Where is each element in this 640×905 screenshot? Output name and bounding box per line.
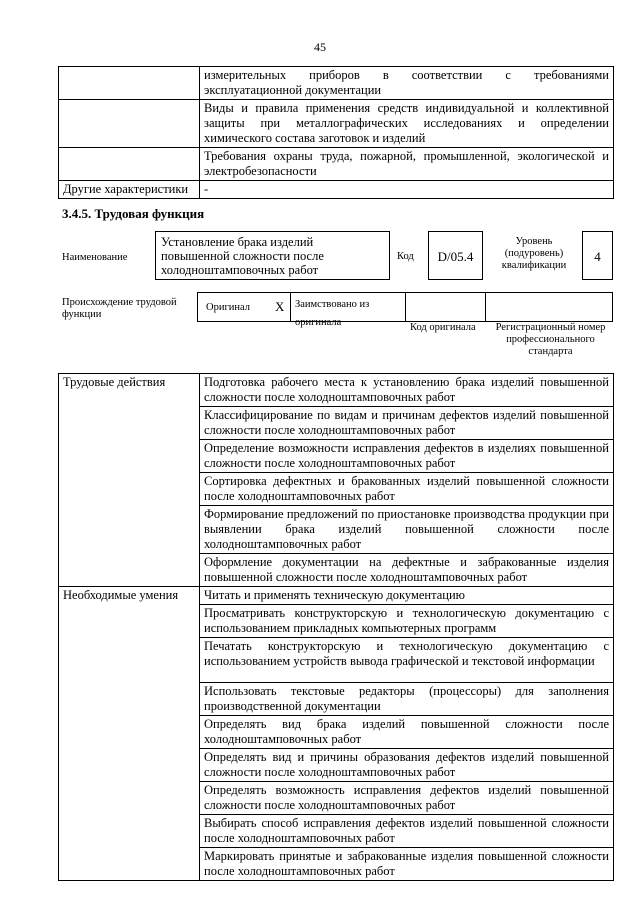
table-cell: Использовать текстовые редакторы (процессоры) для заполнения производственной документации [200,683,614,716]
borrowed-label: Заимствовано из оригинала [295,299,370,328]
section-title: 3.4.5. Трудовая функция [62,206,205,221]
group-label-actions: Трудовые действия [59,374,200,587]
reg-number-caption: Регистрационный номер профессионального стандарта [495,322,606,357]
row-text: - [200,181,614,199]
level-box [582,231,613,280]
reg-number-box [485,292,613,322]
labor-function-table [58,373,614,881]
table-cell: Определять вид брака изделий повышенной сложности после холодноштамповочных работ [200,716,614,749]
row-label: Другие характеристики [59,181,200,199]
table-row [59,374,614,407]
original-label: Оригинал [206,302,250,313]
name-label: Наименование [62,252,128,263]
table-cell: Выбирать способ исправления дефектов изделий повышенной сложности после холодноштамповочных работ [200,815,614,848]
code-value: D/05.4 [437,249,474,264]
table-cell: Подготовка рабочего места к установлению брака изделий повышенной сложности после холодноштамповочных работ [200,374,614,407]
row-label [59,100,200,148]
origin-label: Происхождение трудовой функции [62,297,177,320]
level-value: 4 [594,249,601,264]
code-original-caption: Код оригинала [410,322,476,333]
top-requirements-table [58,66,614,199]
row-text: Требования охраны труда, пожарной, промышленной, экологической и электробезопасности [200,148,614,181]
page-number: 45 [314,40,326,54]
function-name-box [155,231,390,280]
table-cell: Оформление документации на дефектные и забракованные изделия повышенной сложности после холодноштамповочных работ [200,554,614,587]
level-label: Уровень (подуровень) квалификации [501,236,567,271]
table-cell: Маркировать принятые и забракованные изделия повышенной сложности после холодноштамповочных работ [200,848,614,881]
table-cell: Читать и применять техническую документацию [200,587,614,605]
table-cell: Сортировка дефектных и бракованных изделий повышенной сложности после холодноштамповочных работ [200,473,614,506]
code-box [428,231,483,280]
code-label: Код [397,251,414,262]
table-cell: Печатать конструкторскую и технологическую документацию с использованием устройств вывода графической и текстовой информации [200,638,614,683]
table-row [59,181,614,199]
origin-borrowed-box [290,292,406,328]
code-original-box [405,292,486,322]
row-label [59,148,200,181]
group-label-skills: Необходимые умения [59,587,200,881]
table-cell: Формирование предложений по приостановке производства продукции при выявлении брака изделий повышенной сложности после холодноштамповочных работ [200,506,614,554]
table-cell: Классифицирование по видам и причинам дефектов изделий повышенной сложности после холодноштамповочных работ [200,407,614,440]
table-cell: Определять возможность исправления дефектов изделий повышенной сложности после холодноштамповочных работ [200,782,614,815]
table-cell: Определение возможности исправления дефектов в изделиях повышенной сложности после холодноштамповочных работ [200,440,614,473]
table-cell: Просматривать конструкторскую и технологическую документацию с использованием прикладных компьютерных программ [200,605,614,638]
row-text: Виды и правила применения средств индивидуальной и коллективной защиты при металлографических исследованиях и определении химического состава заготовок и изделий [200,100,614,148]
table-row [59,148,614,181]
table-row [59,100,614,148]
table-row [59,67,614,100]
function-name: Установление брака изделий повышенной сложности после холодноштамповочных работ [161,235,324,277]
row-text: измерительных приборов в соответствии с требованиями эксплуатационной документации [200,67,614,100]
original-mark: X [275,299,285,314]
table-row [59,587,614,605]
row-label [59,67,200,100]
table-cell: Определять вид и причины образования дефектов изделий повышенной сложности после холодноштамповочных работ [200,749,614,782]
origin-original-box [197,292,291,322]
